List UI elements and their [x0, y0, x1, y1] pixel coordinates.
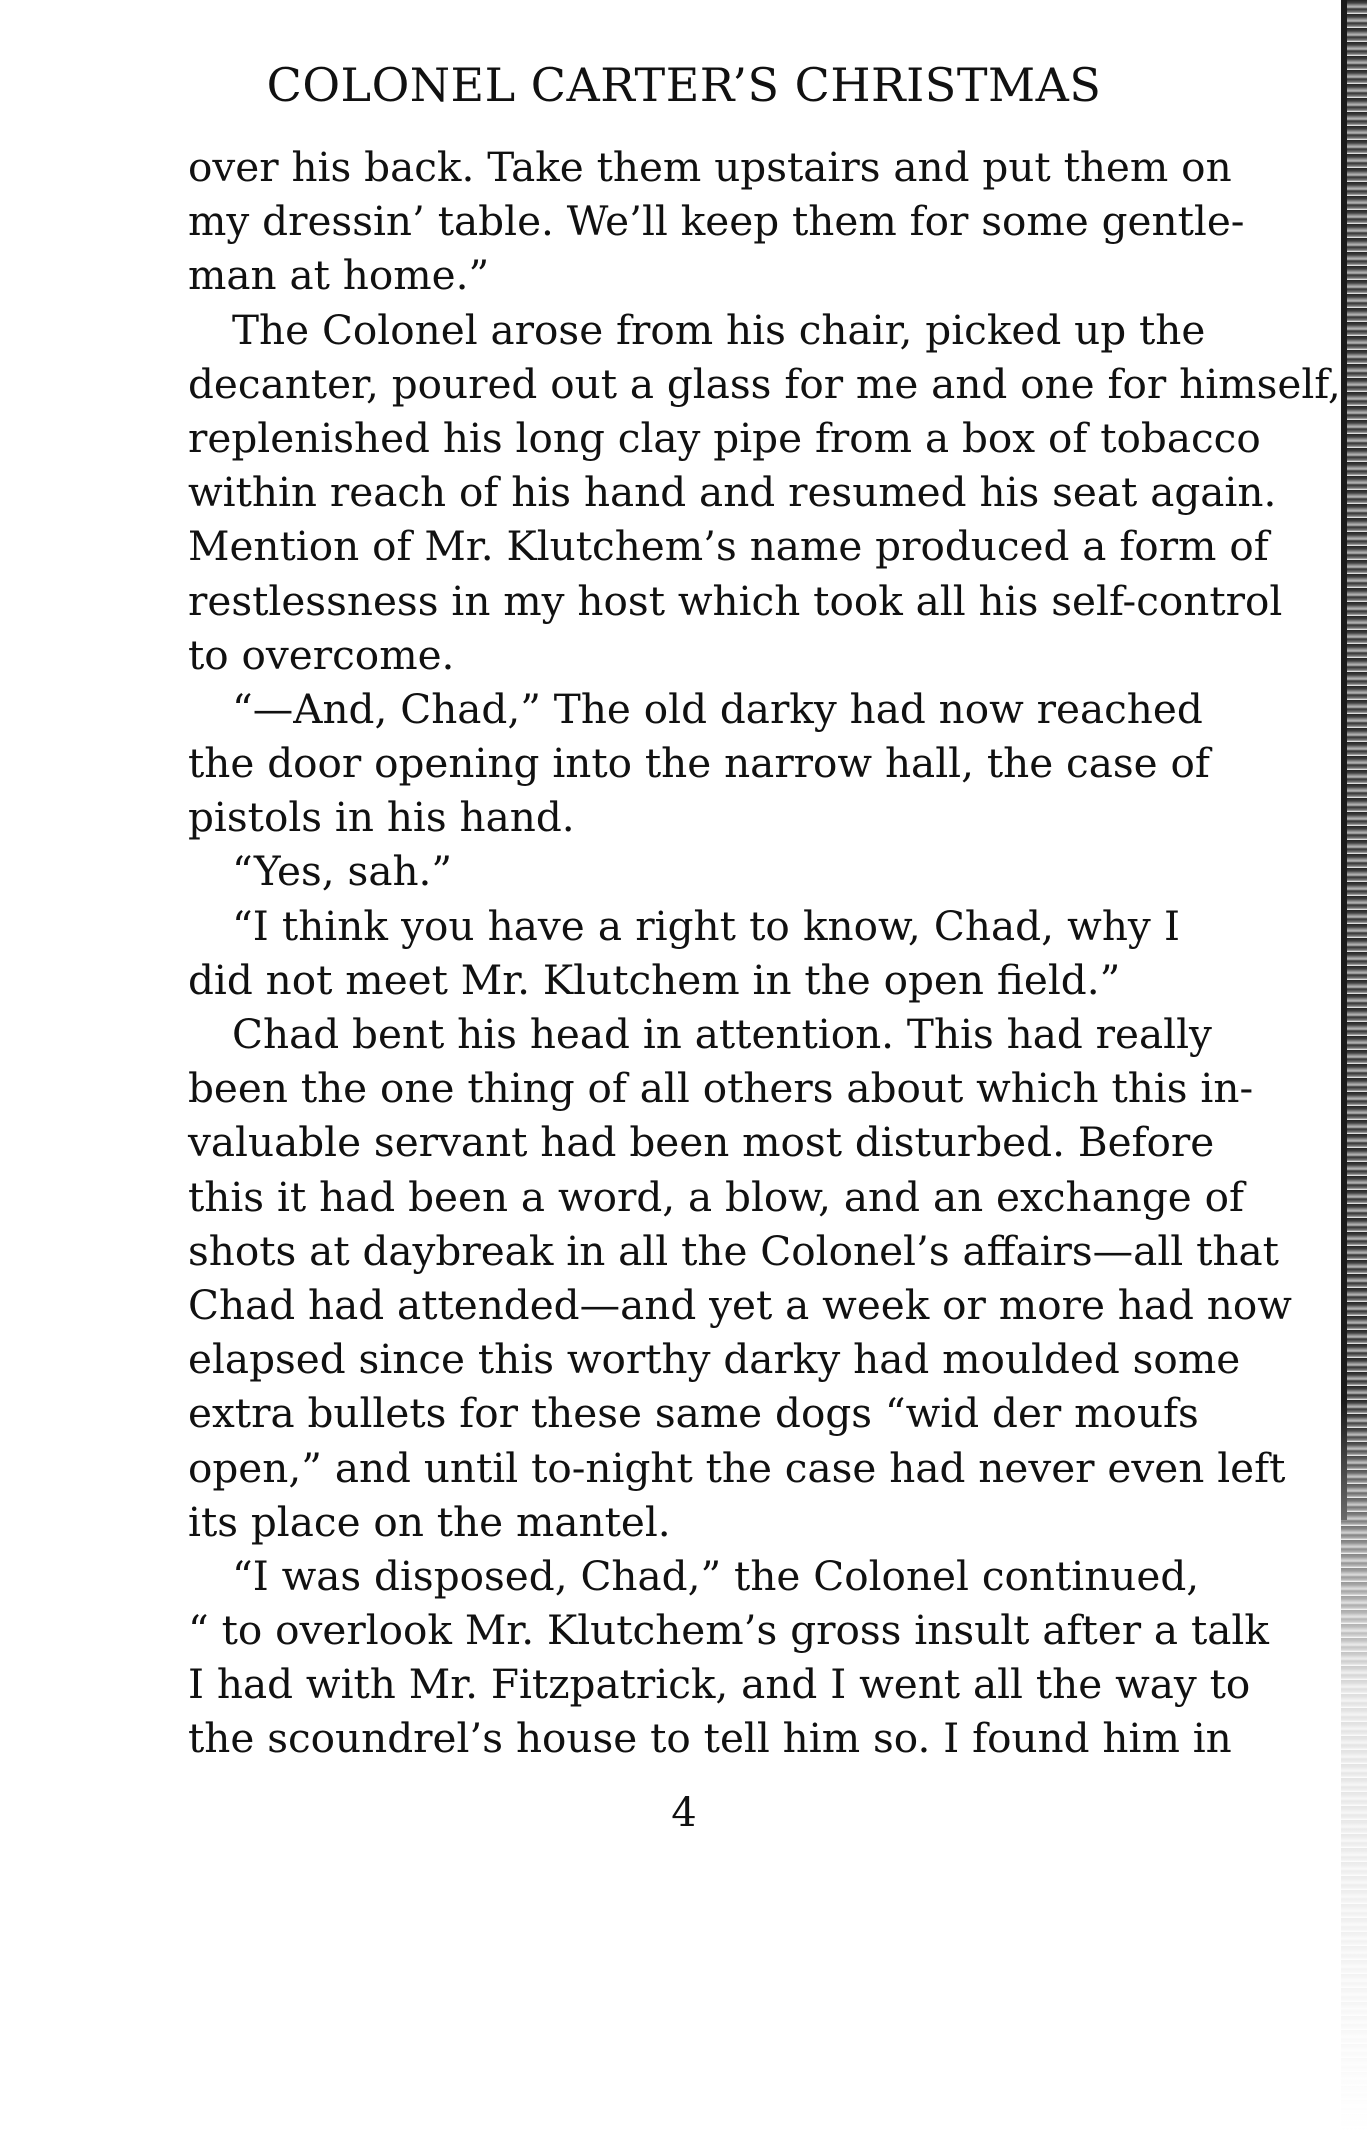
text-line: The Colonel arose from his chair, picked up the — [232, 305, 1206, 354]
text-line: decanter, poured out a glass for me and one for himself, — [188, 359, 1341, 408]
text-line: Mention of Mr. Klutchem’s name produced a form of — [188, 522, 1269, 571]
text-line: Chad bent his head in attention. This had really — [232, 1010, 1212, 1058]
text-line: its place on the mantel. — [188, 1497, 671, 1546]
text-line: valuable servant had been most disturbed. Before — [188, 1118, 1215, 1167]
text-line: man at home.” — [188, 251, 490, 300]
text-line: I had with Mr. Fitzpatrick, and I went all the way to — [188, 1660, 1251, 1709]
text-line: “I think you have a right to know, Chad, why I — [232, 901, 1180, 950]
text-line: pistols in his hand. — [188, 793, 575, 842]
text-line: replenished his long clay pipe from a box of tobacco — [188, 413, 1261, 462]
text-line: been the one thing of all others about which this in- — [188, 1064, 1254, 1113]
text-line: elapsed since this worthy darky had moulded some — [188, 1335, 1241, 1384]
body-text — [188, 140, 1341, 1766]
text-line: within reach of his hand and resumed his seat again. — [188, 468, 1277, 517]
text-line: this it had been a word, a blow, and an exchange of — [188, 1172, 1244, 1221]
text-line: “Yes, sah.” — [232, 847, 453, 896]
text-line: open,” and until to-night the case had never even left — [188, 1443, 1286, 1492]
page-number: 4 — [671, 1790, 697, 1836]
text-line: the scoundrel’s house to tell him so. I found him in — [188, 1714, 1232, 1763]
text-line: my dressin’ table. We’ll keep them for some gentle- — [188, 197, 1245, 246]
text-line: did not meet Mr. Klutchem in the open field.” — [188, 955, 1121, 1004]
page-binding-line — [1341, 0, 1347, 1520]
text-line: “—And, Chad,” The old darky had now reached — [232, 684, 1203, 733]
text-line: “ to overlook Mr. Klutchem’s gross insult after a talk — [188, 1606, 1269, 1655]
text-line: restlessness in my host which took all his self-control — [188, 576, 1283, 625]
text-line: shots at daybreak in all the Colonel’s affairs—all that — [188, 1226, 1279, 1275]
text-line: “I was disposed, Chad,” the Colonel continued, — [232, 1551, 1200, 1600]
text-line: Chad had attended—and yet a week or more had now — [188, 1280, 1292, 1329]
text-line: the door opening into the narrow hall, the case of — [188, 739, 1210, 788]
page-edge-fade — [1327, 1400, 1367, 2135]
text-line: to overcome. — [188, 630, 455, 679]
text-line: extra bullets for these same dogs “wid der moufs — [188, 1389, 1199, 1438]
text-line: over his back. Take them upstairs and put them on — [188, 143, 1232, 191]
running-head: COLONEL CARTER’S CHRISTMAS — [266, 58, 1102, 112]
